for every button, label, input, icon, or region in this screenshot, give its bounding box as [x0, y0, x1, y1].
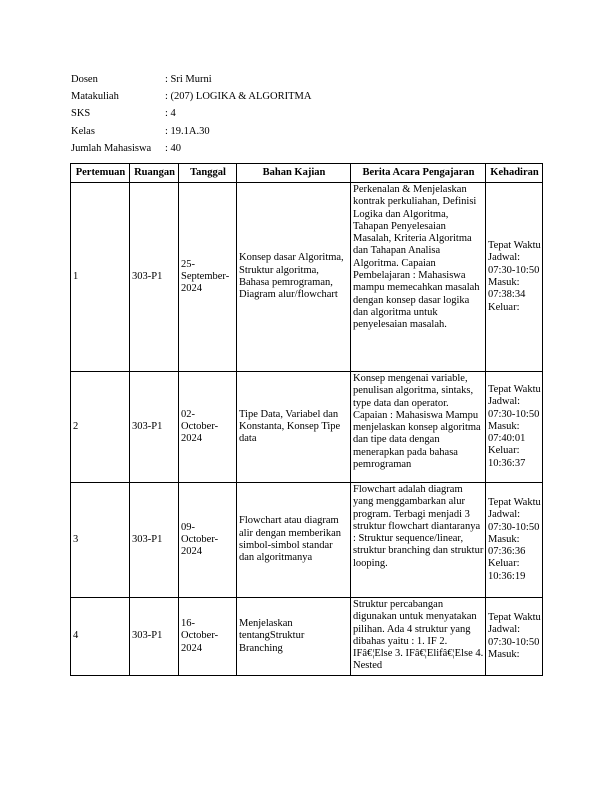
info-value: : 4	[165, 108, 176, 120]
info-value: : 40	[165, 142, 182, 154]
header-pertemuan: Pertemuan	[71, 164, 130, 183]
cell-bahan-kajian: Menjelaskan tentangStruktur Branching	[237, 598, 351, 676]
cell-tanggal: 09- October- 2024	[179, 483, 237, 598]
info-label: Jumlah Mahasiswa	[71, 142, 152, 154]
cell-bahan-kajian: Tipe Data, Variabel dan Konstanta, Konsep Tipe data	[237, 372, 351, 483]
cell-tanggal: 25- September- 2024	[179, 183, 237, 372]
info-row-dosen	[71, 71, 311, 88]
cell-pertemuan: 1	[71, 183, 130, 372]
cell-pertemuan: 4	[71, 598, 130, 676]
cell-kehadiran: Tepat Waktu Jadwal: 07:30-10:50 Masuk: 07:40:01 Keluar: 10:36:37	[486, 372, 543, 483]
cell-tanggal: 16- October- 2024	[179, 598, 237, 676]
cell-berita-acara: Flowchart adalah diagram yang menggambarkan alur program. Terbagi menjadi 3 struktur flowchart diantaranya : Struktur sequence/linear, struktur branching dan struktur looping.	[351, 483, 486, 598]
cell-berita-acara: Struktur percabangan digunakan untuk menyatakan pilihan. Ada 4 struktur yang dibahas yaitu : 1. IF 2. IFâ€¦Else 3. IFâ€¦Elifâ€¦Else 4. Nested	[351, 598, 486, 676]
cell-ruangan: 303-P1	[130, 598, 179, 676]
cell-ruangan: 303-P1	[130, 483, 179, 598]
info-value: : Sri Murni	[165, 74, 212, 85]
cell-pertemuan: 3	[71, 483, 130, 598]
table-row	[71, 483, 543, 598]
info-value: : (207) LOGIKA & ALGORITMA	[165, 91, 312, 103]
table-header-row	[71, 164, 543, 183]
cell-pertemuan: 2	[71, 372, 130, 483]
info-row-jumlah-mahasiswa	[71, 140, 311, 157]
cell-kehadiran: Tepat Waktu Jadwal: 07:30-10:50 Masuk:	[486, 598, 543, 676]
info-label: Kelas	[71, 125, 95, 137]
cell-ruangan: 303-P1	[130, 183, 179, 372]
info-label: SKS	[71, 108, 91, 120]
header-kehadiran: Kehadiran	[486, 164, 543, 183]
header-bahan-kajian: Bahan Kajian	[237, 164, 351, 183]
info-value: : 19.1A.30	[165, 125, 210, 137]
info-row-kelas	[71, 123, 311, 140]
info-label: Matakuliah	[71, 91, 119, 103]
cell-bahan-kajian: Konsep dasar Algoritma, Struktur algoritma, Bahasa pemrograman, Diagram alur/flowchart	[237, 183, 351, 372]
info-row-matakuliah	[71, 88, 311, 105]
cell-berita-acara: Perkenalan & Menjelaskan kontrak perkuliahan, Definisi Logika dan Algoritma, Tahapan Penyelesaian Masalah, Kriteria Algoritma dan Tahapan Analisa Algoritma. Capaian Pembelajaran : Mahasiswa mampu memecahkan masalah dengan konsep dasar logika dan algoritma untuk penyelesaian masalah.	[351, 183, 486, 372]
table-row	[71, 598, 543, 676]
header-berita-acara: Berita Acara Pengajaran	[351, 164, 486, 183]
course-info	[71, 71, 311, 157]
cell-berita-acara: Konsep mengenai variable, penulisan algoritma, sintaks, type data dan operator. Capaian : Mahasiswa Mampu menjelaskan konsep algoritma dan tipe data dengan menerapkan pada bahasa pemrograman	[351, 372, 486, 483]
cell-tanggal: 02- October- 2024	[179, 372, 237, 483]
cell-ruangan: 303-P1	[130, 372, 179, 483]
attendance-table	[70, 163, 543, 676]
info-row-sks	[71, 105, 311, 122]
header-ruangan: Ruangan	[130, 164, 179, 183]
header-tanggal: Tanggal	[179, 164, 237, 183]
cell-kehadiran: Tepat Waktu Jadwal: 07:30-10:50 Masuk: 07:38:34 Keluar:	[486, 183, 543, 372]
cell-kehadiran: Tepat Waktu Jadwal: 07:30-10:50 Masuk: 07:36:36 Keluar: 10:36:19	[486, 483, 543, 598]
table-row	[71, 372, 543, 483]
table-row	[71, 183, 543, 372]
info-label: Dosen	[71, 74, 98, 85]
cell-bahan-kajian: Flowchart atau diagram alir dengan memberikan simbol-simbol standar dan algoritmanya	[237, 483, 351, 598]
